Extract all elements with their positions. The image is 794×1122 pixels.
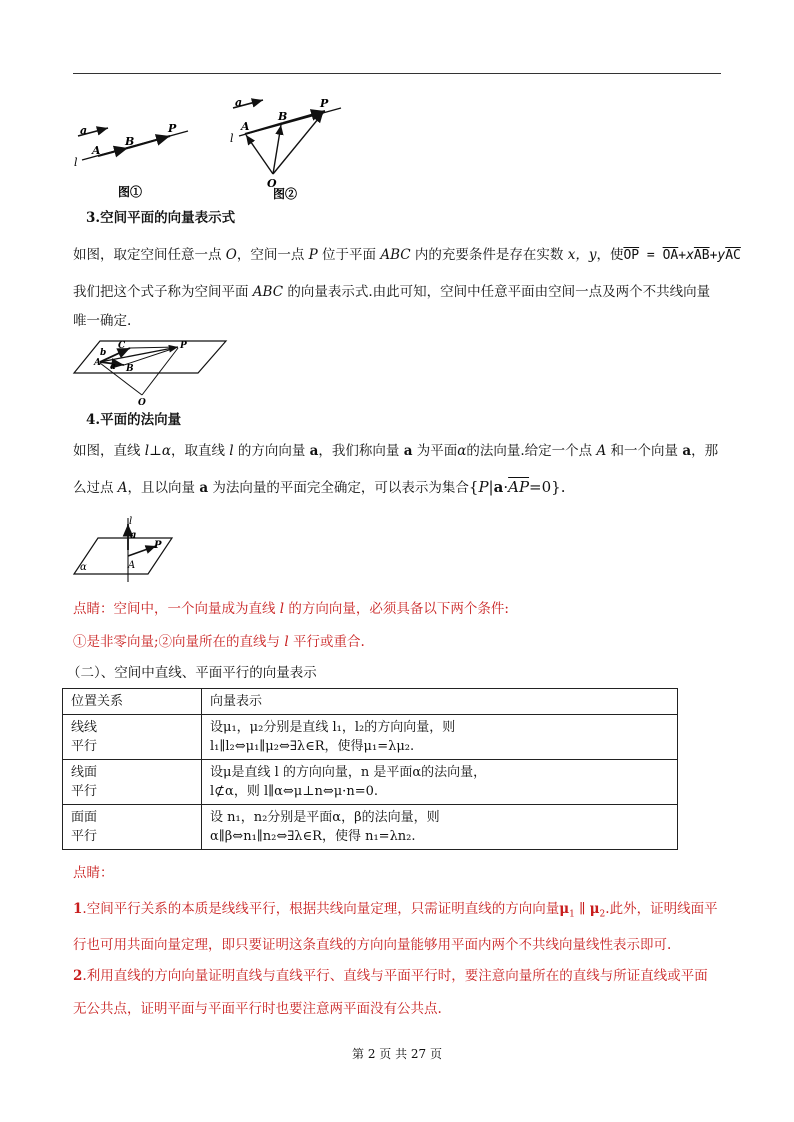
fig2-label-l: l	[230, 132, 234, 145]
fig1-label-A: A	[92, 144, 101, 157]
table-cell-relation	[63, 805, 202, 850]
text-span: 位于平面	[317, 247, 381, 263]
math-ABC: ABC	[380, 247, 411, 263]
math-l: l	[229, 443, 234, 459]
math-sub: 2	[599, 909, 606, 920]
math-P: P	[478, 478, 489, 496]
vector-formula	[623, 248, 740, 263]
math-xy: x，y	[567, 247, 597, 263]
parallel-vector-table	[62, 688, 678, 850]
note-1-line1	[73, 599, 509, 619]
text-span: =0	[529, 478, 552, 496]
cell-line: α∥β⇔n₁∥n₂⇔∃λ∈R，使得 n₁=λn₂.	[210, 829, 416, 844]
cell-line: l⊄α，则 l∥α⇔μ⊥n⇔μ·n=0.	[210, 784, 378, 799]
fig3-label-a: a	[110, 362, 116, 372]
cell-line: 平行	[71, 829, 98, 844]
text-span: +	[678, 248, 687, 263]
cell-line: 面面	[71, 810, 98, 825]
math-l: l	[279, 601, 285, 617]
cell-line: 平行	[71, 784, 98, 799]
text-span: 如图，直线	[73, 443, 145, 459]
fig3-label-b: b	[100, 348, 107, 358]
text-span: 为法向量的平面完全确定，可以表示为集合	[208, 480, 469, 496]
fig1-label-P: P	[168, 122, 177, 135]
text-span: 的方向向量	[233, 443, 310, 459]
cell-line: 设μ是直线 l 的方向向量，n 是平面α的法向量，	[210, 765, 487, 780]
text-span: .利用直线的方向向量证明直线与直线平行、直线与平面平行时，要注意向量所在的直线与所证直线或平面	[82, 968, 708, 984]
math-x: x	[686, 248, 694, 263]
text-span: .此外，证明线面平	[605, 901, 718, 917]
cell-line: 设 n₁，n₂分别是平面α，β的法向量，则	[210, 810, 440, 825]
text-span: {	[468, 478, 479, 496]
section-4-heading: 4.平面的法向量	[86, 412, 182, 428]
text-span: |	[488, 478, 494, 496]
fig4-label-l: l	[129, 516, 133, 527]
text-span: 平行或重合.	[288, 634, 365, 650]
note-2-item1-line2: 行也可用共面向量定理，即只要证明这条直线的方向向量能够用平面内两个不共线向量线性表示即可.	[73, 937, 672, 953]
fig3-label-P: P	[180, 341, 187, 351]
fig3-label-C: C	[118, 341, 126, 351]
table-header-cell: 向量表示	[202, 689, 678, 715]
table-header-cell: 位置关系	[63, 689, 202, 715]
math-A: A	[117, 480, 128, 496]
sec4-paragraph-line1	[73, 441, 718, 461]
fig2-label-a: a	[235, 96, 243, 109]
figure-1-line-vectors	[70, 118, 200, 200]
text-span: 的方向向量，必须具备以下两个条件:	[284, 601, 509, 617]
text-span: ，取直线	[170, 443, 230, 459]
cell-line: 线线	[71, 720, 98, 735]
text-span: ，我们称向量	[318, 443, 404, 459]
fig2-label-O: O	[267, 177, 277, 190]
fig1-label-B: B	[125, 135, 135, 148]
sec4-paragraph-line2	[73, 477, 565, 498]
table-cell-relation	[63, 715, 202, 760]
fig4-label-a: a	[130, 530, 137, 541]
sec3-paragraph-line2	[73, 282, 710, 302]
text-span: ，空间一点	[236, 247, 309, 263]
fig4-label-P: P	[154, 540, 162, 551]
text-span: ⊥	[149, 443, 162, 459]
text-span: 为平面	[412, 443, 458, 459]
note-2-title: 点睛：	[73, 865, 114, 881]
fig2-label-P: P	[320, 97, 329, 110]
item-number: 2	[73, 968, 83, 984]
text-span: 我们把这个式子称为空间平面	[73, 284, 253, 300]
item-number: 1	[73, 901, 83, 917]
table-header-row	[63, 689, 678, 715]
sec3-paragraph-line3: 唯一确定.	[73, 313, 132, 329]
note-2-item2-line1	[73, 966, 708, 986]
sec3-paragraph-line1	[73, 245, 741, 266]
set-notation	[469, 478, 566, 496]
math-vec-a: a	[493, 478, 504, 496]
text-span: 内的充要条件是存在实数	[410, 247, 568, 263]
text-span: ，使	[596, 247, 624, 263]
math-mu: μ	[559, 901, 570, 917]
note-2-item1-line1	[73, 899, 718, 925]
math-vec-a: a	[199, 480, 209, 496]
text-span: 的法向量.给定一个点	[466, 443, 597, 459]
text-span: ①是非零向量;②向量所在的直线与	[73, 634, 285, 650]
table-cell-representation	[202, 805, 678, 850]
fig3-label-A: A	[94, 358, 101, 368]
math-ABC: ABC	[252, 284, 284, 300]
math-l: l	[144, 443, 150, 459]
table-row	[63, 805, 678, 850]
fig1-label-l: l	[74, 156, 78, 169]
math-alpha: α	[457, 443, 467, 459]
text-span: .空间平行关系的本质是线线平行，根据共线向量定理，只需证明直线的方向向量	[82, 901, 560, 917]
math-vec-a: a	[682, 443, 692, 459]
text-span: =	[639, 248, 663, 263]
table-row	[63, 760, 678, 805]
section-3-heading: 3.空间平面的向量表示式	[86, 210, 236, 226]
page-footer: 第 2 页 共 27 页	[352, 1047, 442, 1061]
fig4-label-alpha: α	[80, 562, 87, 573]
fig2-caption: 图②	[273, 187, 298, 200]
figure-3-plane-vectors	[70, 335, 230, 407]
math-vec-a: a	[309, 443, 319, 459]
fig2-label-B: B	[278, 110, 288, 123]
section-2-heading: （二）、空间中直线、平面平行的向量表示	[67, 665, 317, 681]
table-cell-representation	[202, 715, 678, 760]
math-l: l	[284, 634, 289, 650]
text-span: 如图，取定空间任意一点	[73, 247, 226, 263]
math-O: O	[225, 247, 237, 263]
text-span: }.	[551, 478, 566, 496]
figure-4-normal-vector	[70, 512, 180, 584]
text-span: ·	[503, 478, 509, 496]
vec-OP: $\overline{OP}$	[623, 248, 640, 263]
vec-OA: $\overline{OA}$	[662, 248, 679, 263]
fig4-label-A: A	[128, 560, 136, 571]
cell-line: 设μ₁，μ₂分别是直线 l₁，l₂的方向向量，则	[210, 720, 456, 735]
text-span: ∥	[574, 901, 590, 917]
figure-2-point-vectors	[225, 94, 345, 200]
text-span: ，那	[691, 443, 719, 459]
text-span: 么过点	[73, 480, 118, 496]
cell-line: l₁∥l₂⇔μ₁∥μ₂⇔∃λ∈R，使得μ₁=λμ₂.	[210, 739, 415, 754]
vec-AC: $\overline{AC}$	[725, 248, 741, 263]
text-span: +	[709, 248, 718, 263]
text-span: ，且以向量	[127, 480, 200, 496]
header-rule	[73, 73, 721, 74]
note-1-line2	[73, 632, 365, 652]
fig3-label-O: O	[138, 398, 146, 407]
math-vec-a: a	[403, 443, 413, 459]
table-row	[63, 715, 678, 760]
math-y: y	[717, 248, 726, 263]
vec-AP: $\overline{AP}$	[508, 478, 530, 496]
math-P: P	[308, 247, 318, 263]
math-alpha: α	[161, 443, 171, 459]
fig1-caption: 图①	[118, 185, 143, 199]
fig2-label-A: A	[241, 120, 250, 133]
cell-line: 线面	[71, 765, 98, 780]
note-2-item2-line2: 无公共点，证明平面与平面平行时也要注意两平面没有公共点.	[73, 1001, 442, 1017]
math-mu: μ	[589, 901, 600, 917]
text-span: 和一个向量	[606, 443, 683, 459]
fig3-label-B: B	[126, 364, 134, 374]
cell-line: 平行	[71, 739, 98, 754]
math-sub: 1	[569, 909, 575, 920]
text-span: 的向量表示式.由此可知，空间中任意平面由空间一点及两个不共线向量	[283, 284, 711, 300]
vec-AB: $\overline{AB}$	[693, 248, 710, 263]
table-cell-relation	[63, 760, 202, 805]
text-span: 点睛：空间中，一个向量成为直线	[73, 601, 280, 617]
math-A: A	[596, 443, 607, 459]
fig1-label-a: a	[80, 124, 88, 137]
table-cell-representation	[202, 760, 678, 805]
